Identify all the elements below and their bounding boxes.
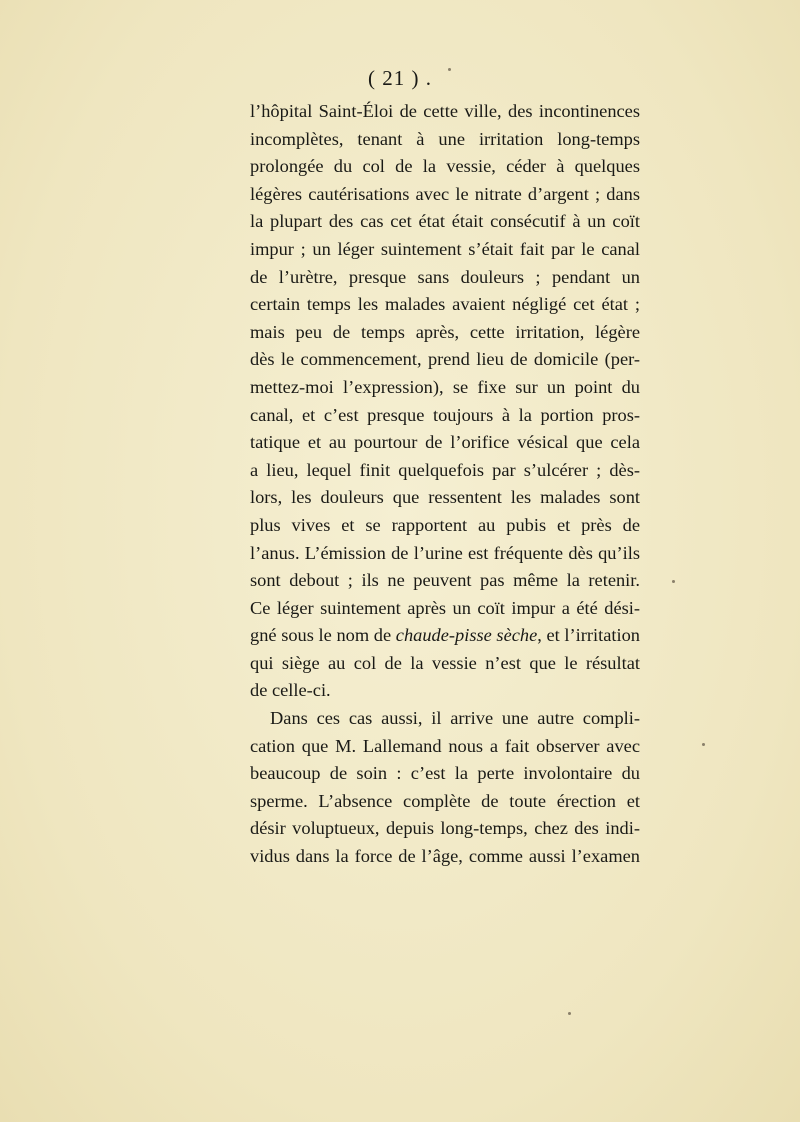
text-line: impur ; un léger suintement s’était fait par le canal <box>250 238 640 259</box>
italic-term: chaude-pisse sèche <box>395 625 538 646</box>
text-line: incomplètes, tenant à une irritation long-temps <box>250 128 640 149</box>
page-number: ( 21 ) . <box>368 66 432 90</box>
text-line: prolongée du col de la vessie, céder à quelques <box>250 156 640 177</box>
text-line: Dans ces cas aussi, il arrive une autre compli- <box>270 708 640 729</box>
text-line: de l’urètre, presque sans douleurs ; pendant un <box>250 266 640 287</box>
body-text <box>250 98 640 871</box>
text-line: de celle-ci. <box>250 680 331 701</box>
text-line: gné sous le nom de chaude-pisse sèche, et l’irritation <box>250 625 641 646</box>
paragraph-2 <box>250 705 640 871</box>
text-line: l’hôpital Saint-Éloi de cette ville, des incontinences <box>250 101 640 121</box>
paper-speck <box>672 580 675 583</box>
text-line: tatique et au pourtour de l’orifice vésical que cela <box>250 432 640 453</box>
paragraph-1 <box>250 98 640 705</box>
text-line: l’anus. L’émission de l’urine est fréquente dès qu’ils <box>250 542 640 563</box>
text-line: sperme. L’absence complète de toute érection et <box>250 790 640 811</box>
paper-speck <box>448 68 451 71</box>
text-line: dès le commencement, prend lieu de domicile (per- <box>250 349 640 370</box>
paper-speck <box>702 743 705 746</box>
text-line: cation que M. Lallemand nous a fait observer avec <box>250 735 640 756</box>
text-line: la plupart des cas cet état était consécutif à un coït <box>250 211 640 232</box>
text-line: certain temps les malades avaient négligé cet état ; <box>250 294 640 315</box>
text-line: plus vives et se rapportent au pubis et près de <box>250 514 640 535</box>
text-line: a lieu, lequel finit quelquefois par s’ulcérer ; dès- <box>250 459 640 480</box>
text-line: qui siège au col de la vessie n’est que le résultat <box>250 652 640 673</box>
text-line: beaucoup de soin : c’est la perte involontaire du <box>250 763 640 784</box>
text-line: canal, et c’est presque toujours à la portion pros- <box>250 404 640 425</box>
text-line: désir voluptueux, depuis long-temps, chez des indi- <box>250 818 640 839</box>
paper-speck <box>568 1012 571 1015</box>
text-line: lors, les douleurs que ressentent les malades sont <box>250 487 640 508</box>
text-line: sont debout ; ils ne peuvent pas même la retenir. <box>250 570 640 591</box>
text-line: Ce léger suintement après un coït impur a été dési- <box>250 597 640 618</box>
text-line: légères cautérisations avec le nitrate d’argent ; dans <box>250 183 640 204</box>
text-line: vidus dans la force de l’âge, comme aussi l’examen <box>250 846 640 867</box>
text-line: mettez-moi l’expression), se fixe sur un point du <box>250 376 640 397</box>
text-line: mais peu de temps après, cette irritation, légère <box>250 321 640 342</box>
